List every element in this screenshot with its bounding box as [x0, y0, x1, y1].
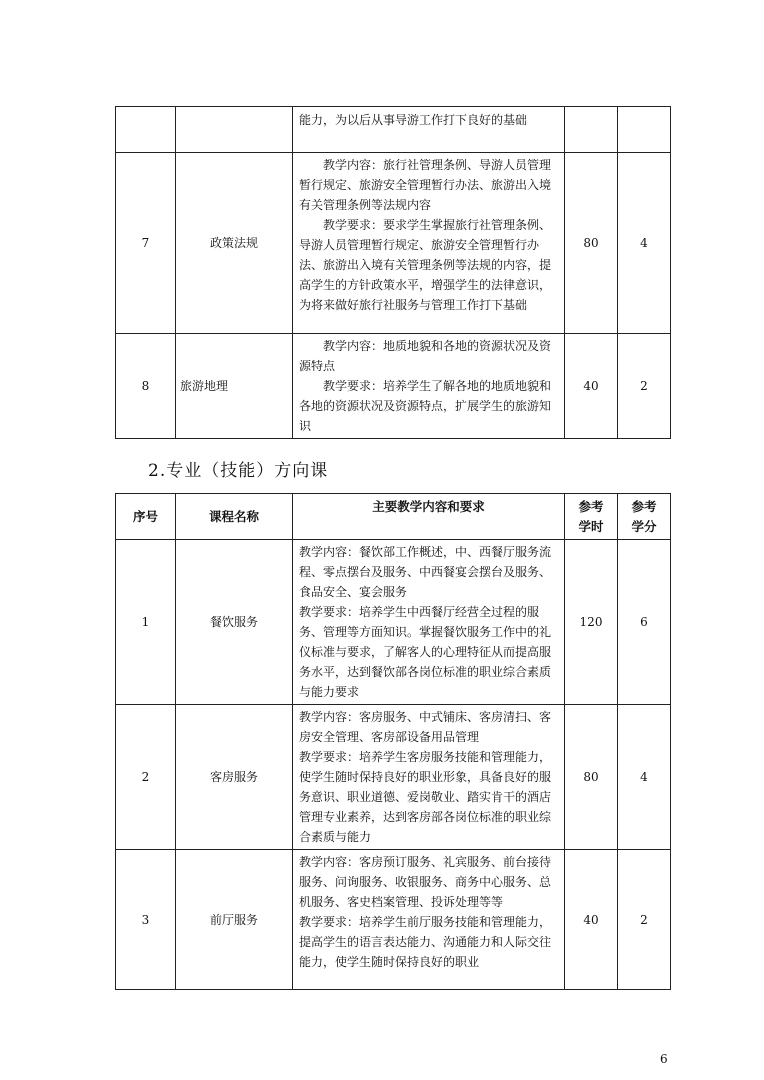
teaching-content: 教学内容：旅行社管理条例、导游人员管理暂行规定、旅游安全管理暂行办法、旅游出入境有关管理条例等法规内容 [299, 158, 552, 212]
header-number: 序号 [116, 494, 176, 540]
teaching-requirements: 教学要求：要求学生掌握旅行社管理条例、导游人员管理暂行规定、旅游安全管理暂行办法、旅游出入境有关管理条例等法规的内容，提高学生的方针政策水平，增强学生的法律意识，为将来做好旅行社服务与管理工作打下基础 [299, 218, 552, 312]
course-hours: 120 [565, 540, 618, 705]
course-number: 7 [116, 153, 176, 334]
course-content [293, 107, 565, 153]
course-content [293, 705, 565, 850]
course-number: 3 [116, 850, 176, 990]
course-hours: 40 [565, 334, 618, 439]
page-number: 6 [660, 1052, 668, 1066]
course-hours [565, 107, 618, 153]
teaching-requirements: 教学要求：培养学生中西餐厅经营全过程的服务、管理等方面知识。掌握餐饮服务工作中的礼仪标准与要求，了解客人的心理特征从而提高服务水平，达到餐饮部各岗位标准的职业综合素质与能力要求 [299, 605, 552, 699]
course-hours: 80 [565, 705, 618, 850]
course-number: 2 [116, 705, 176, 850]
course-number: 8 [116, 334, 176, 439]
course-number: 1 [116, 540, 176, 705]
header-content: 主要教学内容和要求 [293, 494, 565, 540]
table-row [116, 705, 671, 850]
curriculum-table-continued [115, 106, 671, 439]
teaching-content: 教学内容：客房预订服务、礼宾服务、前台接待服务、问询服务、收银服务、商务中心服务、总机服务、客史档案管理、投诉处理等等 [299, 855, 552, 909]
header-credits: 参考学分 [618, 494, 671, 540]
header-hours: 参考学时 [565, 494, 618, 540]
professional-courses-table [115, 493, 671, 990]
table-header-row [116, 494, 671, 540]
table-row [116, 334, 671, 439]
content-paragraph: 能力，为以后从事导游工作打下良好的基础 [299, 113, 528, 127]
table-row [116, 153, 671, 334]
course-content [293, 850, 565, 990]
table-row [116, 850, 671, 990]
course-credits: 4 [618, 705, 671, 850]
table-row [116, 107, 671, 153]
course-hours: 40 [565, 850, 618, 990]
course-name: 客房服务 [176, 705, 293, 850]
teaching-requirements: 教学要求：培养学生了解各地的地质地貌和各地的资源状况及资源特点，扩展学生的旅游知识 [299, 379, 552, 433]
course-number [116, 107, 176, 153]
course-name: 餐饮服务 [176, 540, 293, 705]
course-name: 政策法规 [176, 153, 293, 334]
course-content [293, 334, 565, 439]
section-heading: 2.专业（技能）方向课 [148, 461, 329, 481]
course-name [176, 107, 293, 153]
teaching-requirements: 教学要求：培养学生客房服务技能和管理能力，使学生随时保持良好的职业形象，具备良好的服务意识、职业道德、爱岗敬业、踏实肯干的酒店管理专业素养，达到客房部各岗位标准的职业综合素质与能力 [299, 750, 552, 844]
teaching-content: 教学内容：餐饮部工作概述，中、西餐厅服务流程、零点摆台及服务、中西餐宴会摆台及服务、食品安全、宴会服务 [299, 545, 552, 599]
course-content [293, 153, 565, 334]
course-name: 旅游地理 [176, 334, 293, 439]
course-credits: 6 [618, 540, 671, 705]
course-credits [618, 107, 671, 153]
course-credits: 2 [618, 334, 671, 439]
teaching-content: 教学内容：客房服务、中式铺床、客房清扫、客房安全管理、客房部设备用品管理 [299, 710, 552, 744]
table-row [116, 540, 671, 705]
teaching-content: 教学内容：地质地貌和各地的资源状况及资源特点 [299, 339, 552, 373]
header-course-name: 课程名称 [176, 494, 293, 540]
course-name: 前厅服务 [176, 850, 293, 990]
course-credits: 4 [618, 153, 671, 334]
course-credits: 2 [618, 850, 671, 990]
course-content [293, 540, 565, 705]
teaching-requirements: 教学要求：培养学生前厅服务技能和管理能力，提高学生的语言表达能力、沟通能力和人际交往能力，使学生随时保持良好的职业 [299, 915, 552, 969]
course-hours: 80 [565, 153, 618, 334]
